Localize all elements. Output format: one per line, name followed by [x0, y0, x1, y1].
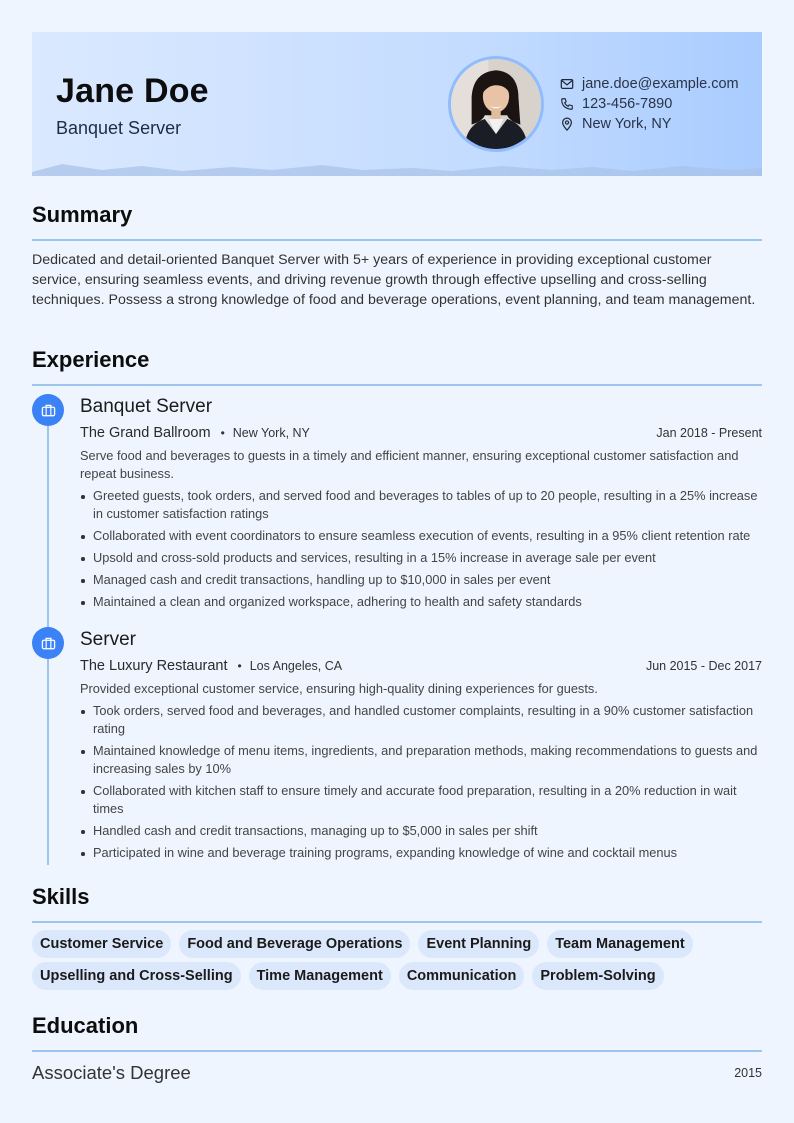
- phone-icon: [560, 97, 574, 111]
- education-heading: Education: [32, 1013, 139, 1038]
- achievement-item: Collaborated with kitchen staff to ensure timely and accurate food preparation, resulting in a 20% reduction in wait times: [80, 782, 762, 818]
- map-pin-icon: [560, 117, 574, 131]
- avatar: [448, 56, 544, 152]
- skills-divider: [32, 921, 762, 923]
- summary-heading: Summary: [32, 202, 133, 227]
- experience-heading: Experience: [32, 347, 150, 372]
- job-dates: Jan 2018 - Present: [656, 426, 762, 440]
- achievement-item: Managed cash and credit transactions, handling up to $10,000 in sales per event: [80, 571, 762, 589]
- job-dates: Jun 2015 - Dec 2017: [645, 659, 762, 673]
- skill-chip: Event Planning: [418, 930, 539, 958]
- phone-text[interactable]: 123-456-7890: [582, 96, 673, 112]
- achievement-item: Upsold and cross-sold products and services, resulting in a 15% increase in average sale per event: [80, 549, 762, 567]
- skill-chip: Team Management: [547, 930, 692, 958]
- education-divider: [32, 1050, 762, 1052]
- header-wave-decoration: [32, 160, 762, 176]
- achievement-item: Maintained a clean and organized workspace, adhering to health and safety standards: [80, 593, 762, 611]
- job-title: Banquet Server: [80, 396, 213, 417]
- skill-chip: Communication: [399, 962, 525, 990]
- email-text[interactable]: jane.doe@example.com: [582, 76, 739, 92]
- education-degree: Associate's Degree: [32, 1062, 191, 1083]
- separator-dot: •: [220, 426, 225, 440]
- achievement-item: Collaborated with event coordinators to ensure seamless execution of events, resulting in a 95% client retention rate: [80, 527, 762, 545]
- job-marker: [32, 394, 64, 426]
- job-company: The Luxury Restaurant: [80, 658, 228, 674]
- experience-divider: [32, 384, 762, 386]
- skill-chip: Time Management: [249, 962, 391, 990]
- education-year: 2015: [734, 1066, 762, 1080]
- location-text: New York, NY: [582, 116, 672, 132]
- candidate-title: Banquet Server: [56, 118, 182, 138]
- achievement-item: Greeted guests, took orders, and served food and beverages to tables of up to 20 people, resulting in a 25% increase in customer satisfaction ratings: [80, 487, 762, 523]
- achievement-item: Took orders, served food and beverages, and handled customer complaints, resulting in a 90% customer satisfaction rating: [80, 702, 762, 738]
- skill-chip: Problem-Solving: [532, 962, 663, 990]
- job-location: New York, NY: [232, 426, 310, 440]
- job-location: Los Angeles, CA: [249, 659, 343, 673]
- job-achievements: [80, 487, 762, 615]
- summary-text: Dedicated and detail-oriented Banquet Server with 5+ years of experience in providing exceptional customer service, ensuring seamless events, and driving revenue growth through effective upselling and cross-selling techniques. Possess a strong knowledge of food and beverage operations, event planning, and team management.: [32, 252, 756, 308]
- skill-chip: Food and Beverage Operations: [179, 930, 410, 958]
- mail-icon: [560, 77, 574, 91]
- achievement-item: Participated in wine and beverage training programs, expanding knowledge of wine and cocktail menus: [80, 844, 762, 862]
- skill-chip: Customer Service: [32, 930, 171, 958]
- achievement-item: Handled cash and credit transactions, managing up to $5,000 in sales per shift: [80, 822, 762, 840]
- skill-chip: Upselling and Cross-Selling: [32, 962, 241, 990]
- contact-email[interactable]: [560, 74, 739, 94]
- job-description: Serve food and beverages to guests in a timely and efficient manner, ensuring exceptional customer satisfaction and repeat business.: [80, 448, 739, 481]
- job-title: Server: [80, 629, 136, 650]
- skills-heading: Skills: [32, 884, 90, 909]
- job-marker: [32, 627, 64, 659]
- contact-location: [560, 114, 739, 134]
- briefcase-icon: [41, 636, 56, 651]
- achievement-item: Maintained knowledge of menu items, ingredients, and preparation methods, making recommendations to guests and increasing sales by 10%: [80, 742, 762, 778]
- job-description: Provided exceptional customer service, ensuring high-quality dining experiences for guests.: [80, 681, 598, 696]
- profile-photo: [451, 59, 541, 149]
- job-achievements: [80, 702, 762, 866]
- summary-divider: [32, 239, 762, 241]
- resume-header: [32, 32, 762, 176]
- skills-list: [32, 930, 762, 994]
- job-company: The Grand Ballroom: [80, 425, 211, 441]
- contact-phone[interactable]: [560, 94, 739, 114]
- briefcase-icon: [41, 403, 56, 418]
- candidate-name: Jane Doe: [56, 72, 209, 110]
- separator-dot: •: [237, 659, 242, 673]
- job-meta: [80, 658, 762, 674]
- contact-info: [560, 74, 739, 134]
- job-meta: [80, 425, 762, 441]
